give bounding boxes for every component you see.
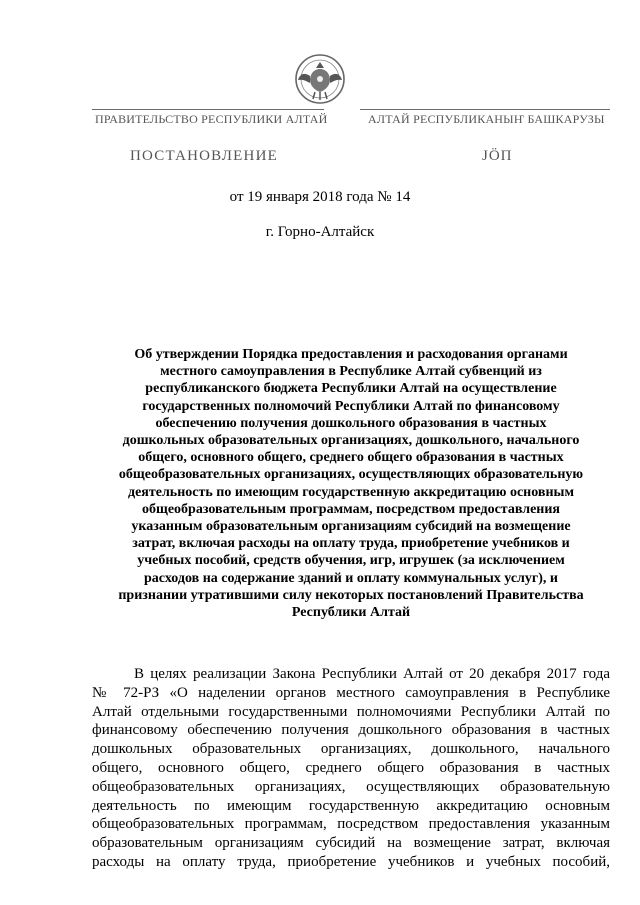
document-body <box>92 665 610 872</box>
government-name-alt: АЛТАЙ РЕСПУБЛИКАНЫҤ БАШКАРУЗЫ <box>368 112 605 126</box>
body-line: № 72-РЗ «О наделении органов местного самоуправления в Республике <box>92 684 610 701</box>
title-line: Об утверждении Порядка предоставления и расходования органами <box>134 347 568 362</box>
body-line: расходы на оплату труда, приобретение учебников и учебных пособий, <box>92 853 610 870</box>
body-line: В целях реализации Закона Республики Алтай от 20 декабря 2017 года <box>134 666 610 682</box>
title-line: указанным образовательным организациям субсидий на возмещение <box>131 519 571 535</box>
document-date-number: от 19 января 2018 года № 14 <box>229 189 411 205</box>
body-line: образовательным организациям субсидий на возмещение затрат, включая <box>92 835 610 852</box>
document-title <box>92 346 610 621</box>
title-line: расходов на содержание зданий и оплату коммунальных услуг), и <box>144 570 558 586</box>
title-line: затрат, включая расходы на оплату труда, приобретение учебников и <box>132 536 570 552</box>
title-line: обеспечению получения дошкольного образования в частных <box>155 415 547 431</box>
title-line: местного самоуправления в Республике Алтай субвенций из <box>160 364 542 380</box>
title-line: деятельность по имеющим государственную аккредитацию основным <box>127 484 574 500</box>
body-line: общеобразовательных организациях, осуществляющих образовательную <box>92 778 610 795</box>
document-city: г. Горно-Алтайск <box>265 224 375 240</box>
title-line: Республики Алтай <box>291 605 411 621</box>
doc-type-alt: ЈӦП <box>482 148 513 164</box>
body-line: дошкольных образовательных организациях, дошкольного, начального <box>92 741 610 758</box>
coat-of-arms-altai-icon <box>288 52 352 108</box>
body-line: деятельность по имеющим государственную аккредитацию основным <box>92 797 610 814</box>
body-line: общеобразовательных программам, посредством предоставления указанным <box>92 816 610 833</box>
body-line: финансовому обеспечению получения дошкольного образования в частных <box>92 722 610 739</box>
title-line: учебных пособий, средств обучения, игр, игрушек (за исключением <box>137 553 565 569</box>
title-line: общеобразовательным программам, посредством предоставления <box>142 501 560 517</box>
title-line: республиканского бюджета Республики Алтай на осуществление <box>145 381 557 397</box>
body-line: общего, основного общего, среднего общего образования в частных <box>92 759 610 776</box>
title-line: дошкольных образовательных организациях, дошкольного, начального <box>122 433 580 449</box>
header-rule-left <box>92 109 324 110</box>
title-line: государственных полномочий Республики Алтай по финансовому <box>142 398 560 414</box>
title-line: признании утратившими силу некоторых постановлений Правительства <box>118 587 584 603</box>
government-name-ru: ПРАВИТЕЛЬСТВО РЕСПУБЛИКИ АЛТАЙ <box>95 112 328 126</box>
title-line: общего, основного общего, среднего общего образования в частных <box>138 450 564 466</box>
header-rule-right <box>360 109 610 110</box>
doc-type-ru: ПОСТАНОВЛЕНИЕ <box>130 148 278 164</box>
title-line: общеобразовательных организациях, осуществляющих образовательную <box>118 467 584 483</box>
body-line: Алтай отдельными государственными полномочиями Республики Алтай по <box>92 703 610 720</box>
